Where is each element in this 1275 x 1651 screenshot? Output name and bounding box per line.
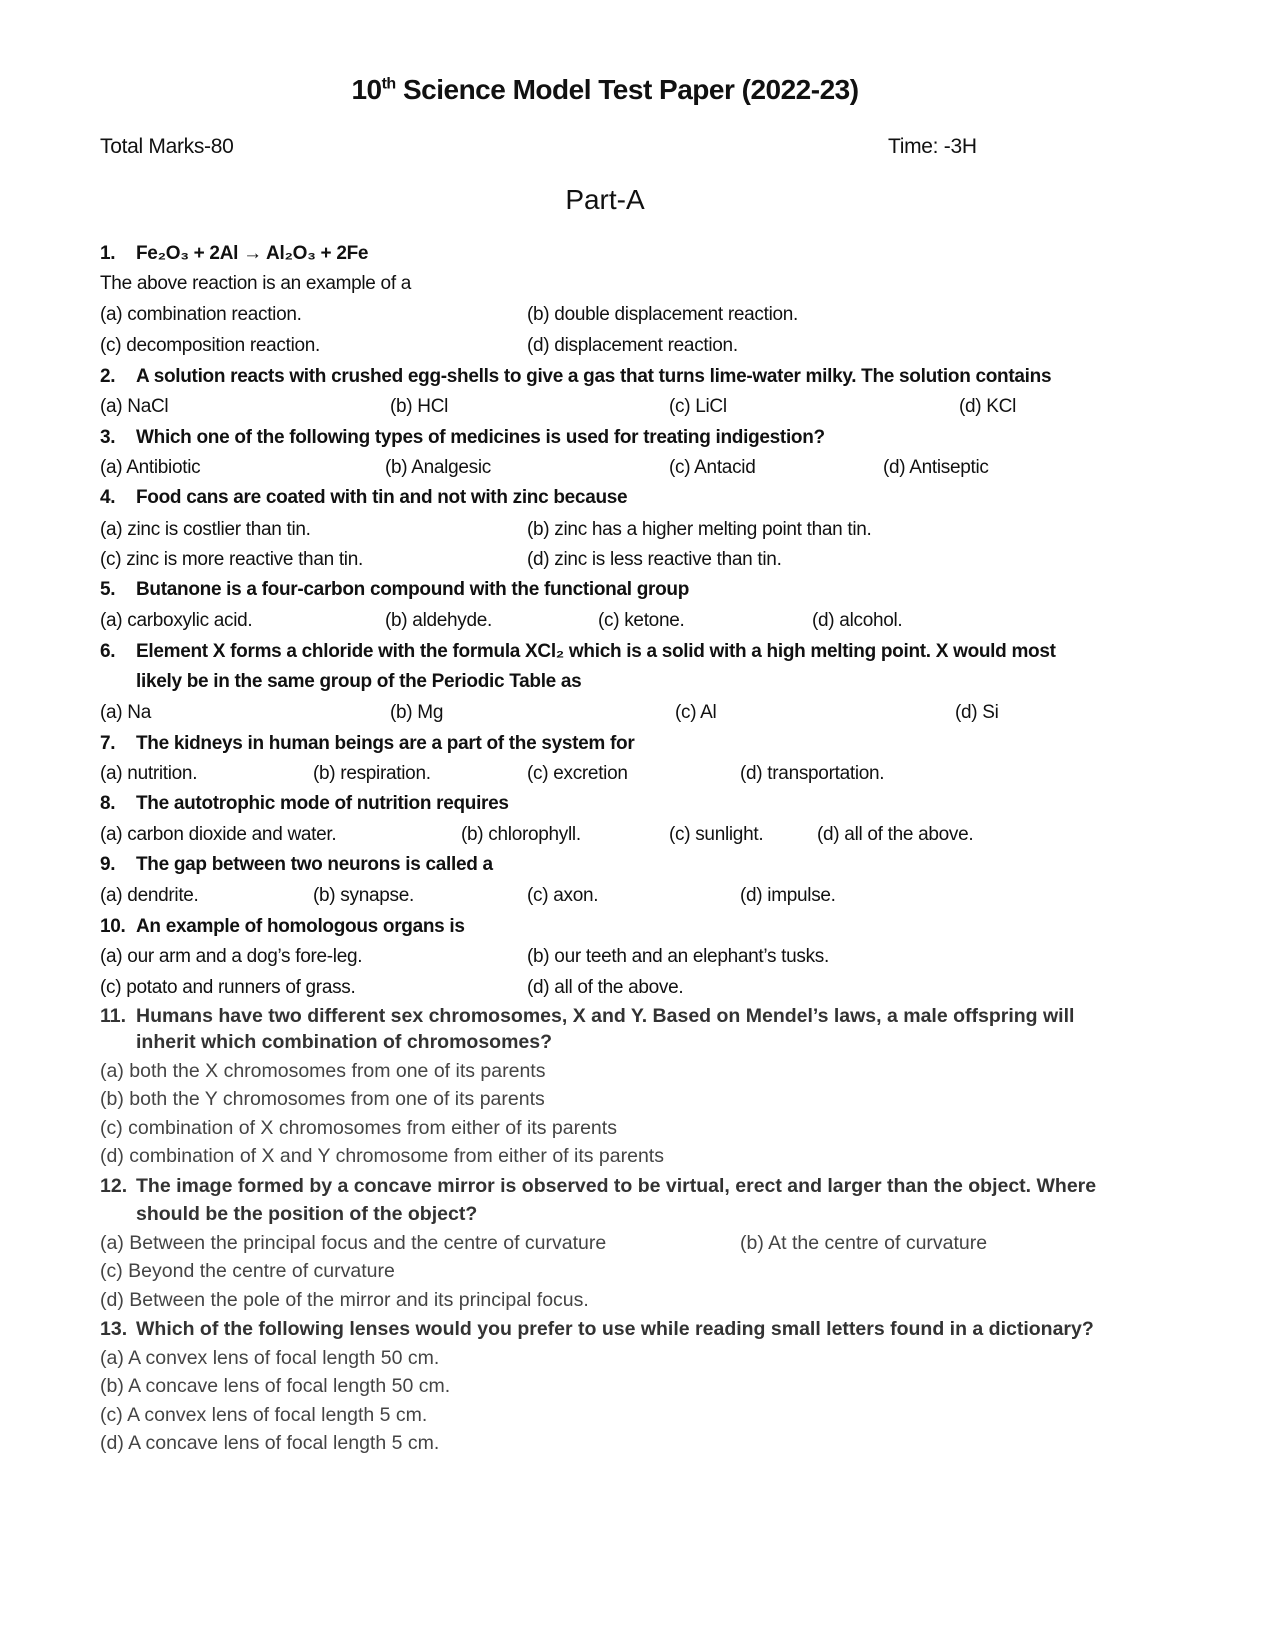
question-3-text: Which one of the following types of medicines is used for treating indigestion? <box>136 427 825 448</box>
option: (b) respiration. <box>313 763 431 784</box>
question-5 <box>100 579 689 601</box>
question-10 <box>100 916 465 938</box>
option: (a) our arm and a dog’s fore-leg. <box>100 946 363 967</box>
question-1 <box>100 243 368 265</box>
question-9-text: 9. <box>100 854 116 875</box>
question-3 <box>100 427 825 449</box>
option: (c) zinc is more reactive than tin. <box>100 549 363 570</box>
option: (d) all of the above. <box>817 824 974 845</box>
option: (d) alcohol. <box>812 610 903 631</box>
question-12-text: 12. <box>100 1175 128 1197</box>
option: (a) zinc is costlier than tin. <box>100 519 311 540</box>
title-rest: Science Model Test Paper (2022-23) <box>395 74 859 105</box>
question-stem: The above reaction is an example of a <box>100 273 412 294</box>
option: (d) zinc is less reactive than tin. <box>527 549 782 570</box>
total-marks: Total Marks-80 <box>100 135 234 158</box>
option: (b) aldehyde. <box>385 610 493 631</box>
question-6-text: Element X forms a chloride with the formula XCl₂ which is a solid with a high melting point. X would most <box>136 641 1056 662</box>
question-11-text: 11. <box>100 1005 127 1027</box>
option: (c) Beyond the centre of curvature <box>100 1260 395 1282</box>
question-4-text: 4. <box>100 487 116 508</box>
option: (d) displacement reaction. <box>527 335 738 356</box>
option: (c) decomposition reaction. <box>100 335 321 356</box>
option: (b) HCl <box>390 396 449 417</box>
question-4 <box>100 487 627 509</box>
option: (b) A concave lens of focal length 50 cm. <box>100 1375 451 1397</box>
question-2-text: A solution reacts with crushed egg-shells to give a gas that turns lime-water milky. The solution contains <box>136 366 1052 387</box>
option: (b) synapse. <box>313 885 414 906</box>
title-prefix: 10 <box>351 74 382 105</box>
question-11 <box>100 1005 1074 1027</box>
question-5-text: 5. <box>100 579 116 600</box>
option: (d) Between the pole of the mirror and its principal focus. <box>100 1289 589 1311</box>
option: (b) both the Y chromosomes from one of its parents <box>100 1088 545 1110</box>
option: (b) chlorophyll. <box>461 824 581 845</box>
question-12-cont: should be the position of the object? <box>136 1203 478 1225</box>
option: (d) A concave lens of focal length 5 cm. <box>100 1432 440 1454</box>
question-4-text: Food cans are coated with tin and not with zinc because <box>136 487 628 508</box>
question-10-text: 10. <box>100 916 126 937</box>
question-9-text: The gap between two neurons is called a <box>136 854 493 875</box>
question-12-text: The image formed by a concave mirror is observed to be virtual, erect and larger than the object. Where <box>136 1175 1097 1197</box>
option: (c) sunlight. <box>669 824 764 845</box>
option: (d) KCl <box>959 396 1017 417</box>
question-3-text: 3. <box>100 427 116 448</box>
option: (b) Analgesic <box>385 457 491 478</box>
option: (a) NaCl <box>100 396 169 417</box>
question-13 <box>100 1318 1094 1340</box>
option: (a) Na <box>100 702 151 723</box>
question-9 <box>100 854 493 876</box>
question-1-text: 1. <box>100 243 116 264</box>
question-12 <box>100 1175 1096 1197</box>
option: (a) carboxylic acid. <box>100 610 253 631</box>
question-8 <box>100 793 509 815</box>
option: (c) ketone. <box>598 610 685 631</box>
option: (d) Si <box>955 702 999 723</box>
question-8-text: 8. <box>100 793 116 814</box>
question-7 <box>100 733 634 755</box>
option: (b) our teeth and an elephant’s tusks. <box>527 946 829 967</box>
question-10-text: An example of homologous organs is <box>136 916 465 937</box>
question-6-text: 6. <box>100 641 116 662</box>
question-5-text: Butanone is a four-carbon compound with the functional group <box>136 579 690 600</box>
page-title <box>0 74 1210 106</box>
question-6-cont: likely be in the same group of the Periodic Table as <box>136 671 582 692</box>
question-6 <box>100 641 1056 663</box>
option: (a) carbon dioxide and water. <box>100 824 337 845</box>
question-7-text: 7. <box>100 733 116 754</box>
time-allowed: Time: -3H <box>888 135 977 158</box>
option: (a) combination reaction. <box>100 304 302 325</box>
question-13-text: 13. <box>100 1318 128 1340</box>
option: (b) zinc has a higher melting point than tin. <box>527 519 872 540</box>
option: (a) nutrition. <box>100 763 198 784</box>
question-13-text: Which of the following lenses would you prefer to use while reading small letters found in a dictionary? <box>136 1318 1094 1340</box>
option: (a) both the X chromosomes from one of its parents <box>100 1060 546 1082</box>
option: (c) A convex lens of focal length 5 cm. <box>100 1404 428 1426</box>
option: (b) double displacement reaction. <box>527 304 799 325</box>
option: (c) LiCl <box>669 396 727 417</box>
section-heading: Part-A <box>565 184 645 215</box>
question-11-cont: inherit which combination of chromosomes? <box>136 1031 553 1053</box>
option: (c) axon. <box>527 885 599 906</box>
title-sup: th <box>381 75 396 93</box>
question-2 <box>100 366 1051 388</box>
option: (a) Antibiotic <box>100 457 201 478</box>
option: (d) all of the above. <box>527 977 684 998</box>
option: (b) Mg <box>390 702 444 723</box>
question-7-text: The kidneys in human beings are a part of the system for <box>136 733 635 754</box>
question-1-text: Fe₂O₃ + 2Al → Al₂O₃ + 2Fe <box>136 243 369 264</box>
option: (d) Antiseptic <box>883 457 989 478</box>
option: (a) dendrite. <box>100 885 199 906</box>
question-8-text: The autotrophic mode of nutrition requires <box>136 793 509 814</box>
option: (c) Al <box>675 702 717 723</box>
option: (c) combination of X chromosomes from either of its parents <box>100 1117 617 1139</box>
option: (c) potato and runners of grass. <box>100 977 356 998</box>
question-2-text: 2. <box>100 366 116 387</box>
option: (a) Between the principal focus and the centre of curvature <box>100 1232 607 1254</box>
option: (a) A convex lens of focal length 50 cm. <box>100 1347 440 1369</box>
option: (d) impulse. <box>740 885 836 906</box>
option: (d) combination of X and Y chromosome from either of its parents <box>100 1145 664 1167</box>
option: (b) At the centre of curvature <box>740 1232 988 1254</box>
option: (c) Antacid <box>669 457 756 478</box>
option: (c) excretion <box>527 763 628 784</box>
question-11-text: Humans have two different sex chromosomes, X and Y. Based on Mendel’s laws, a male offspring will <box>136 1005 1075 1027</box>
option: (d) transportation. <box>740 763 885 784</box>
